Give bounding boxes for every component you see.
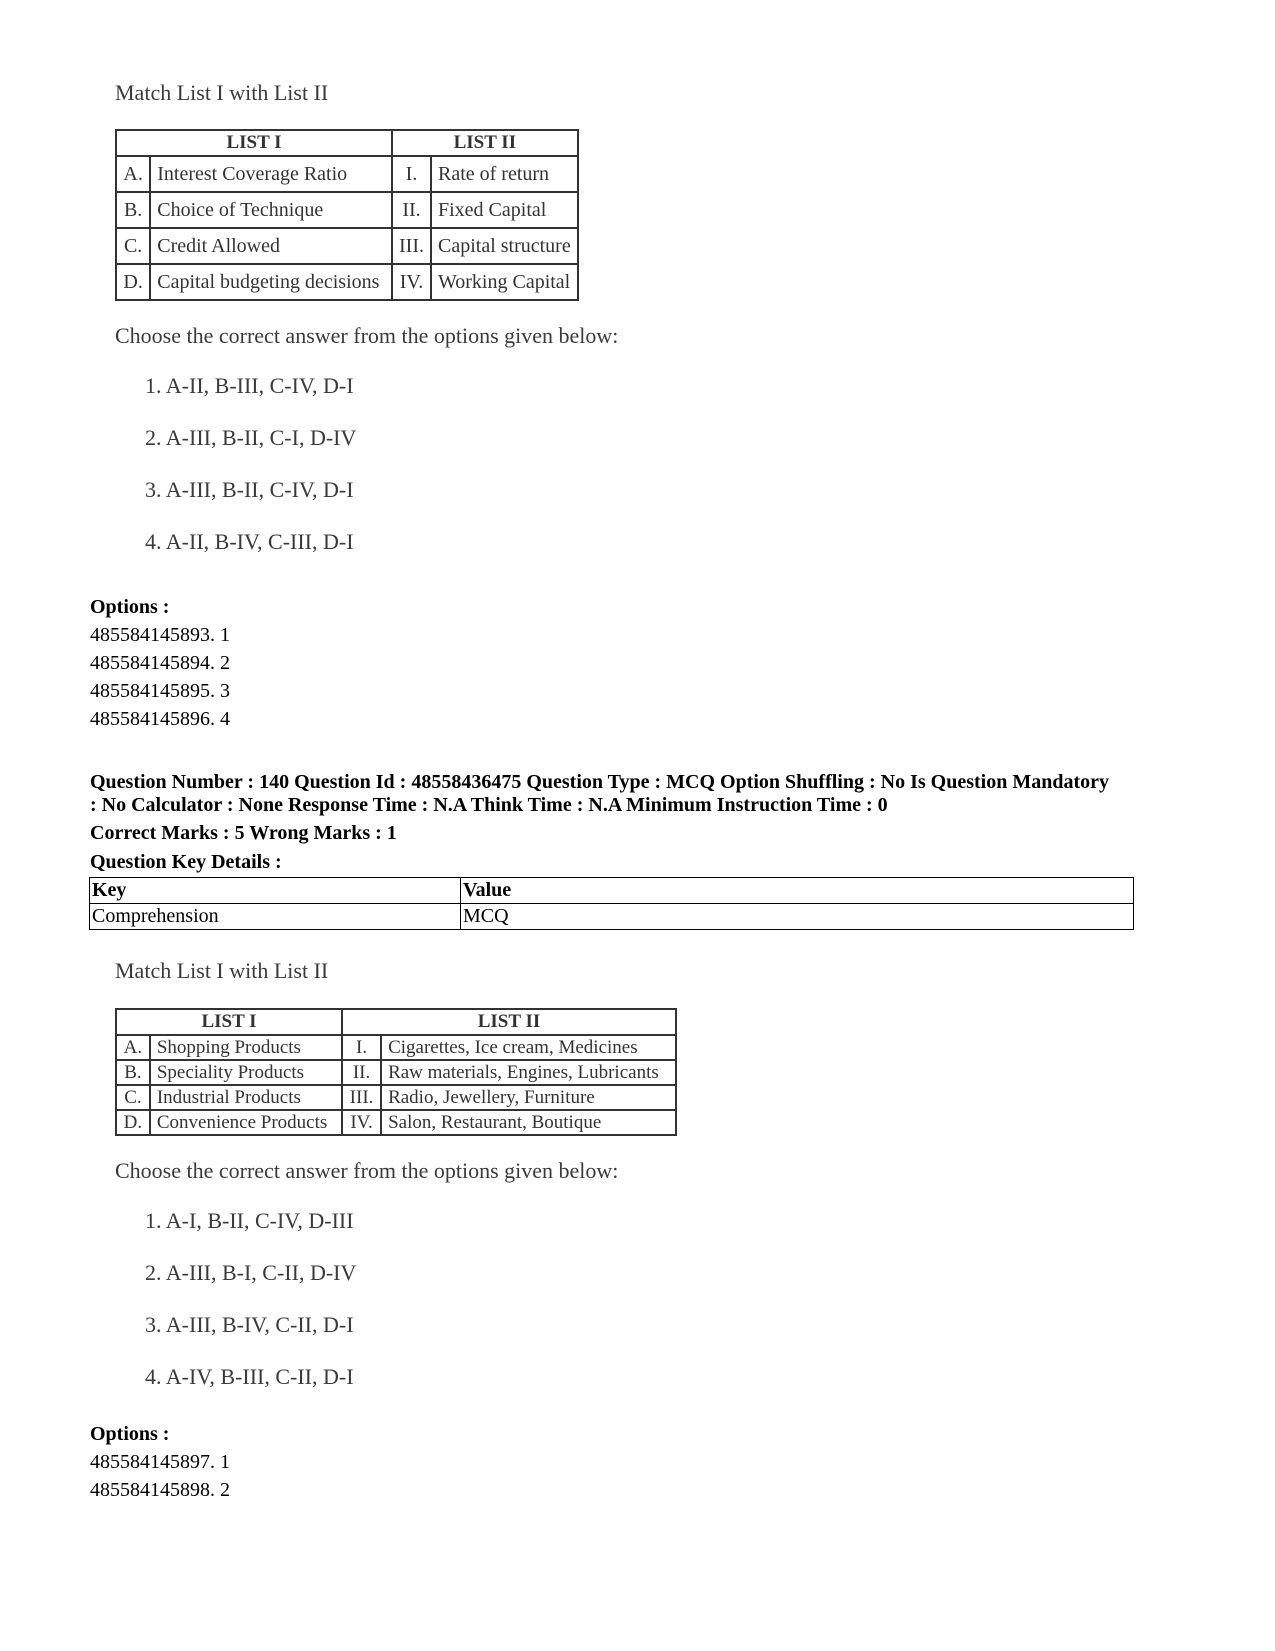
- marks-line: Correct Marks : 5 Wrong Marks : 1: [90, 822, 397, 844]
- match-row: [116, 264, 578, 300]
- answer-choice: 3. A-III, B-II, C-IV, D-I: [145, 477, 354, 502]
- row-item: Choice of Technique: [150, 192, 392, 228]
- match-table: [115, 1008, 677, 1136]
- row-match: Salon, Restaurant, Boutique: [381, 1110, 676, 1135]
- match-table-header: [116, 130, 578, 156]
- row-letter: C.: [116, 228, 150, 264]
- row-match: Working Capital: [431, 264, 578, 300]
- options-label: Options :: [90, 596, 170, 618]
- row-item: Capital budgeting decisions: [150, 264, 392, 300]
- row-letter: B.: [116, 192, 150, 228]
- question-prompt: Match List I with List II: [115, 80, 329, 105]
- option-line: 485584145897. 1: [90, 1451, 230, 1473]
- row-item: Speciality Products: [150, 1060, 342, 1085]
- answer-choice: 4. A-II, B-IV, C-III, D-I: [145, 529, 354, 554]
- row-letter: A.: [116, 1035, 150, 1060]
- list1-header: LIST I: [116, 130, 392, 156]
- match-row: [116, 192, 578, 228]
- row-roman: II.: [342, 1060, 381, 1085]
- row-item: Industrial Products: [150, 1085, 342, 1110]
- row-match: Radio, Jewellery, Furniture: [381, 1085, 676, 1110]
- option-line: 485584145896. 4: [90, 708, 230, 730]
- answer-choice: 1. A-II, B-III, C-IV, D-I: [145, 373, 354, 398]
- row-letter: D.: [116, 1110, 150, 1135]
- row-letter: D.: [116, 264, 150, 300]
- answer-choice: 2. A-III, B-II, C-I, D-IV: [145, 425, 357, 450]
- match-row: [116, 1110, 676, 1135]
- question-meta-line: Question Number : 140 Question Id : 48558436475 Question Type : MCQ Option Shuffling : No Is Question Mandatory: [90, 771, 1109, 793]
- option-line: 485584145898. 2: [90, 1479, 230, 1501]
- row-match: Raw materials, Engines, Lubricants: [381, 1060, 676, 1085]
- row-letter: C.: [116, 1085, 150, 1110]
- row-roman: IV.: [342, 1110, 381, 1135]
- row-letter: A.: [116, 156, 150, 192]
- row-match: Cigarettes, Ice cream, Medicines: [381, 1035, 676, 1060]
- kv-row: [90, 904, 1134, 930]
- kv-header-row: [90, 878, 1134, 904]
- match-row: [116, 1035, 676, 1060]
- question-prompt: Match List I with List II: [115, 958, 329, 983]
- row-letter: B.: [116, 1060, 150, 1085]
- row-match: Fixed Capital: [431, 192, 578, 228]
- kv-value: MCQ: [461, 904, 1134, 930]
- row-roman: III.: [392, 228, 431, 264]
- match-row: [116, 228, 578, 264]
- answer-choice: 2. A-III, B-I, C-II, D-IV: [145, 1260, 357, 1285]
- row-item: Interest Coverage Ratio: [150, 156, 392, 192]
- row-roman: I.: [392, 156, 431, 192]
- option-line: 485584145893. 1: [90, 624, 230, 646]
- row-match: Capital structure: [431, 228, 578, 264]
- key-details-label: Question Key Details :: [90, 851, 282, 873]
- options-label: Options :: [90, 1423, 170, 1445]
- choose-instruction: Choose the correct answer from the options given below:: [115, 1158, 619, 1183]
- kv-header-value: Value: [461, 878, 1134, 904]
- match-row: [116, 1060, 676, 1085]
- list1-header: LIST I: [116, 1009, 342, 1035]
- question-image-2: [115, 958, 677, 1390]
- list2-header: LIST II: [342, 1009, 676, 1035]
- key-value-table: [89, 877, 1134, 930]
- choose-instruction: Choose the correct answer from the options given below:: [115, 323, 619, 348]
- row-roman: IV.: [392, 264, 431, 300]
- row-item: Credit Allowed: [150, 228, 392, 264]
- row-roman: I.: [342, 1035, 381, 1060]
- row-roman: II.: [392, 192, 431, 228]
- row-item: Shopping Products: [150, 1035, 342, 1060]
- option-line: 485584145894. 2: [90, 652, 230, 674]
- answer-choice: 4. A-IV, B-III, C-II, D-I: [145, 1364, 354, 1389]
- row-roman: III.: [342, 1085, 381, 1110]
- row-item: Convenience Products: [150, 1110, 342, 1135]
- match-table: [115, 129, 579, 301]
- match-row: [116, 1085, 676, 1110]
- kv-header-key: Key: [90, 878, 461, 904]
- row-match: Rate of return: [431, 156, 578, 192]
- option-line: 485584145895. 3: [90, 680, 230, 702]
- answer-choice: 1. A-I, B-II, C-IV, D-III: [145, 1208, 354, 1233]
- question-meta-line: : No Calculator : None Response Time : N.A Think Time : N.A Minimum Instruction Time : 0: [90, 794, 888, 816]
- kv-key: Comprehension: [90, 904, 461, 930]
- match-row: [116, 156, 578, 192]
- list2-header: LIST II: [392, 130, 578, 156]
- question-image-1: [115, 80, 618, 555]
- answer-choice: 3. A-III, B-IV, C-II, D-I: [145, 1312, 354, 1337]
- match-table-header: [116, 1009, 676, 1035]
